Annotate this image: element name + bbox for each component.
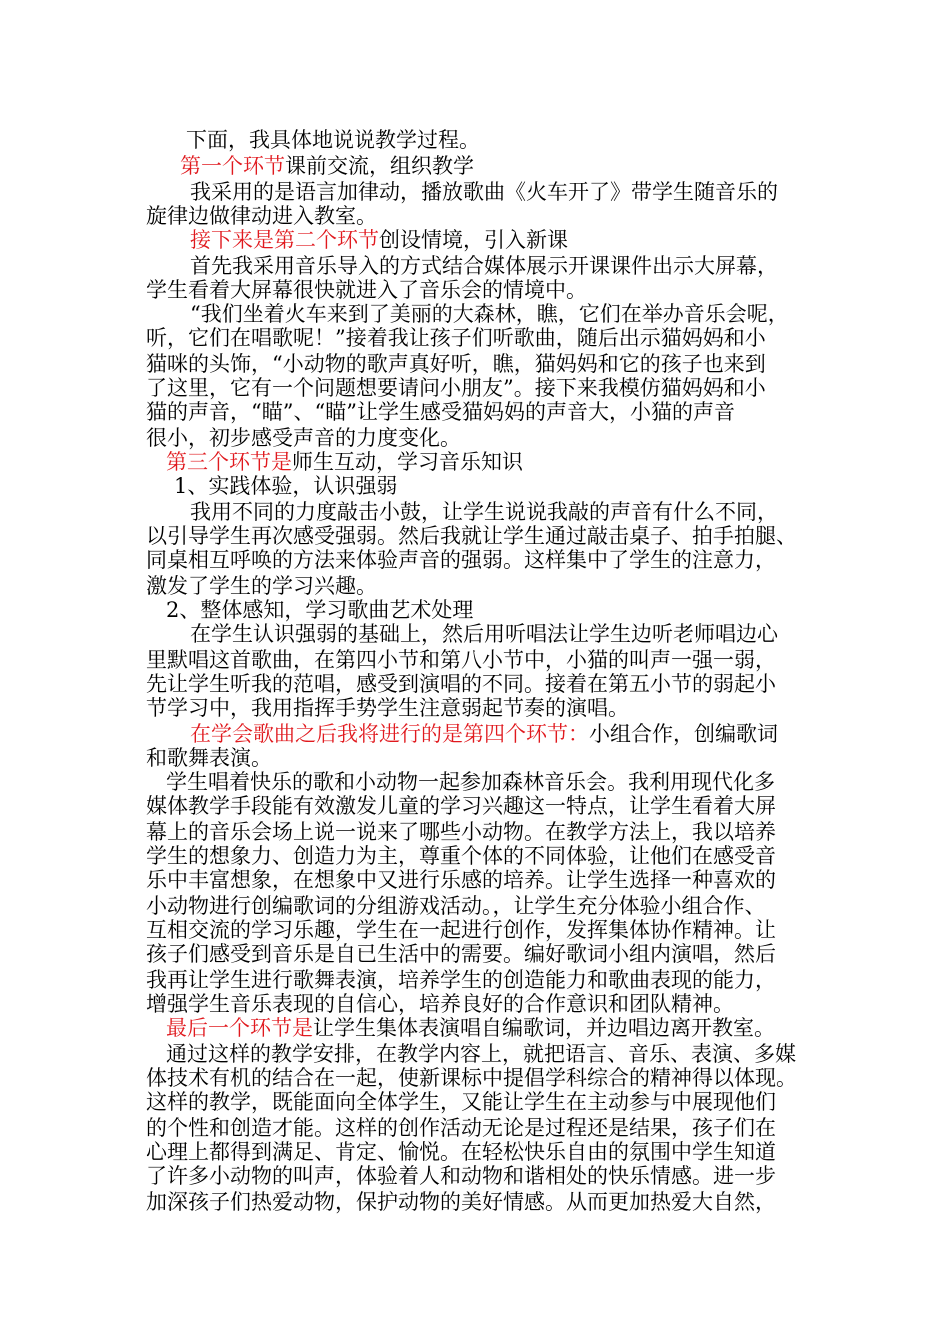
text-line (146, 278, 587, 303)
text-line (146, 524, 797, 549)
text-line (146, 204, 377, 229)
text-line (146, 794, 776, 819)
body-text: 我采用的是语言加律动，播放歌曲《火车开了》带学生随音乐的 (190, 180, 778, 204)
body-text: 我用不同的力度敲击小鼓，让学生说说我敲的声音有什么不同， (190, 500, 778, 524)
body-text: 激发了学生的学习兴趣。 (146, 574, 377, 598)
body-text: 的个性和创造才能。这样的创作活动无论是过程还是结果，孩子们在 (146, 1116, 776, 1140)
text-line (146, 1140, 776, 1165)
text-line (146, 1090, 776, 1115)
text-line (146, 820, 776, 845)
body-text: 创设情境，引入新课 (379, 228, 568, 252)
text-line (146, 868, 776, 893)
body-text: 先让学生听我的范唱，感受到演唱的不同。接着在第五小节的弱起小 (146, 672, 776, 696)
body-text: 加深孩子们热爱动物，保护动物的美好情感。从而更加热爱大自然， (146, 1190, 776, 1214)
text-line (146, 400, 735, 425)
text-line (146, 894, 766, 919)
body-text: 1、实践体验，认识强弱 (174, 474, 398, 498)
text-line (190, 500, 778, 525)
text-line (146, 1116, 776, 1141)
text-line (190, 254, 778, 279)
body-text: 增强学生音乐表现的自信心，培养良好的合作意识和团队精神。 (146, 992, 734, 1016)
body-text: 我再让学生进行歌舞表演，培养学生的创造能力和歌曲表现的能力， (146, 968, 776, 992)
text-line (146, 352, 766, 377)
text-line (146, 844, 776, 869)
text-line (190, 302, 789, 327)
body-text: 听，它们在唱歌呢！”接着我让孩子们听歌曲，随后出示猫妈妈和小 (146, 326, 766, 350)
body-text: 猫的声音，“瞄”、“瞄”让学生感受猫妈妈的声音大，小猫的声音 (146, 400, 735, 424)
text-line (166, 1042, 796, 1067)
body-text: 猫咪的头饰，“小动物的歌声真好听，瞧，猫妈妈和它的孩子也来到 (146, 352, 766, 376)
body-text: 很小，初步感受声音的力度变化。 (146, 426, 461, 450)
text-line (146, 968, 776, 993)
body-text: 在学生认识强弱的基础上，然后用听唱法让学生边听老师唱边心 (190, 622, 778, 646)
body-text: 心理上都得到满足、肯定、愉悦。在轻松快乐自由的氛围中学生知道 (146, 1140, 776, 1164)
text-line (166, 598, 473, 623)
text-line (174, 474, 397, 499)
text-line (146, 1066, 797, 1091)
text-line (146, 746, 272, 771)
text-line (146, 1164, 776, 1189)
body-text: 同桌相互呼唤的方法来体验声音的强弱。这样集中了学生的注意力， (146, 548, 776, 572)
text-line (190, 622, 778, 647)
text-line (166, 1016, 775, 1041)
body-text: 和歌舞表演。 (146, 746, 272, 770)
text-line (146, 918, 776, 943)
text-line (146, 326, 766, 351)
body-text: 学生看着大屏幕很快就进入了音乐会的情境中。 (146, 278, 587, 302)
text-line (146, 672, 776, 697)
body-text: 节学习中，我用指挥手势学生注意弱起节奏的演唱。 (146, 696, 629, 720)
text-line (146, 548, 776, 573)
body-text: 2、整体感知，学习歌曲艺术处理 (166, 598, 474, 622)
body-text: 首先我采用音乐导入的方式结合媒体展示开课课件出示大屏幕， (190, 254, 778, 278)
body-text: “我们坐着火车来到了美丽的大森林，瞧，它们在举办音乐会呢， (190, 302, 789, 326)
body-text: 了这里，它有一个问题想要请问小朋友”。接下来我模仿猫妈妈和小 (146, 376, 766, 400)
body-text: 了许多小动物的叫声，体验着人和动物和谐相处的快乐情感。进一步 (146, 1164, 776, 1188)
text-line (166, 450, 523, 475)
body-text: 学生的想象力、创造力为主，尊重个体的不同体验，让他们在感受音 (146, 844, 776, 868)
section-heading-text: 在学会歌曲之后我将进行的是第四个环节： (190, 722, 589, 746)
body-text: 课前交流，组织教学 (285, 154, 474, 178)
body-text: 以引导学生再次感受强弱。然后我就让学生通过敲击桌子、拍手拍腿、 (146, 524, 797, 548)
text-line (146, 648, 776, 673)
body-text: 媒体教学手段能有效激发儿童的学习兴趣这一特点，让学生看着大屏 (146, 794, 776, 818)
section-heading-text: 第一个环节 (180, 154, 285, 178)
body-text: 幕上的音乐会场上说一说来了哪些小动物。在教学方法上，我以培养 (146, 820, 776, 844)
text-line (146, 1190, 776, 1215)
body-text: 这样的教学，既能面向全体学生，又能让学生在主动参与中展现他们 (146, 1090, 776, 1114)
body-text: 里默唱这首歌曲，在第四小节和第八小节中，小猫的叫声一强一弱， (146, 648, 776, 672)
text-line (146, 376, 766, 401)
text-line (146, 696, 629, 721)
text-line (190, 180, 778, 205)
body-text: 孩子们感受到音乐是自已生活中的需要。编好歌词小组内演唱，然后 (146, 942, 776, 966)
body-text: 小组合作，创编歌词 (589, 722, 778, 746)
text-line (146, 992, 734, 1017)
text-line (180, 154, 474, 179)
text-line (190, 722, 778, 747)
body-text: 通过这样的教学安排，在教学内容上，就把语言、音乐、表演、多媒 (166, 1042, 796, 1066)
text-line (146, 574, 377, 599)
body-text: 下面，我具体地说说教学过程。 (186, 128, 480, 152)
body-text: 让学生集体表演唱自编歌词，并边唱边离开教室。 (313, 1016, 775, 1040)
text-line (146, 942, 776, 967)
section-heading-text: 第三个环节是 (166, 450, 292, 474)
text-line (146, 426, 461, 451)
text-line (166, 770, 775, 795)
body-text: 乐中丰富想象，在想象中又进行乐感的培养。让学生选择一种喜欢的 (146, 868, 776, 892)
body-text: 小动物进行创编歌词的分组游戏活动。，让学生充分体验小组合作、 (146, 894, 766, 918)
body-text: 师生互动，学习音乐知识 (292, 450, 523, 474)
text-line (190, 228, 568, 253)
body-text: 互相交流的学习乐趣，学生在一起进行创作，发挥集体协作精神。让 (146, 918, 776, 942)
body-text: 学生唱着快乐的歌和小动物一起参加森林音乐会。我利用现代化多 (166, 770, 775, 794)
section-heading-text: 接下来是第二个环节 (190, 228, 379, 252)
body-text: 旋律边做律动进入教室。 (146, 204, 377, 228)
body-text: 体技术有机的结合在一起，使新课标中提倡学科综合的精神得以体现。 (146, 1066, 797, 1090)
text-line (186, 128, 480, 153)
section-heading-text: 最后一个环节是 (166, 1016, 313, 1040)
